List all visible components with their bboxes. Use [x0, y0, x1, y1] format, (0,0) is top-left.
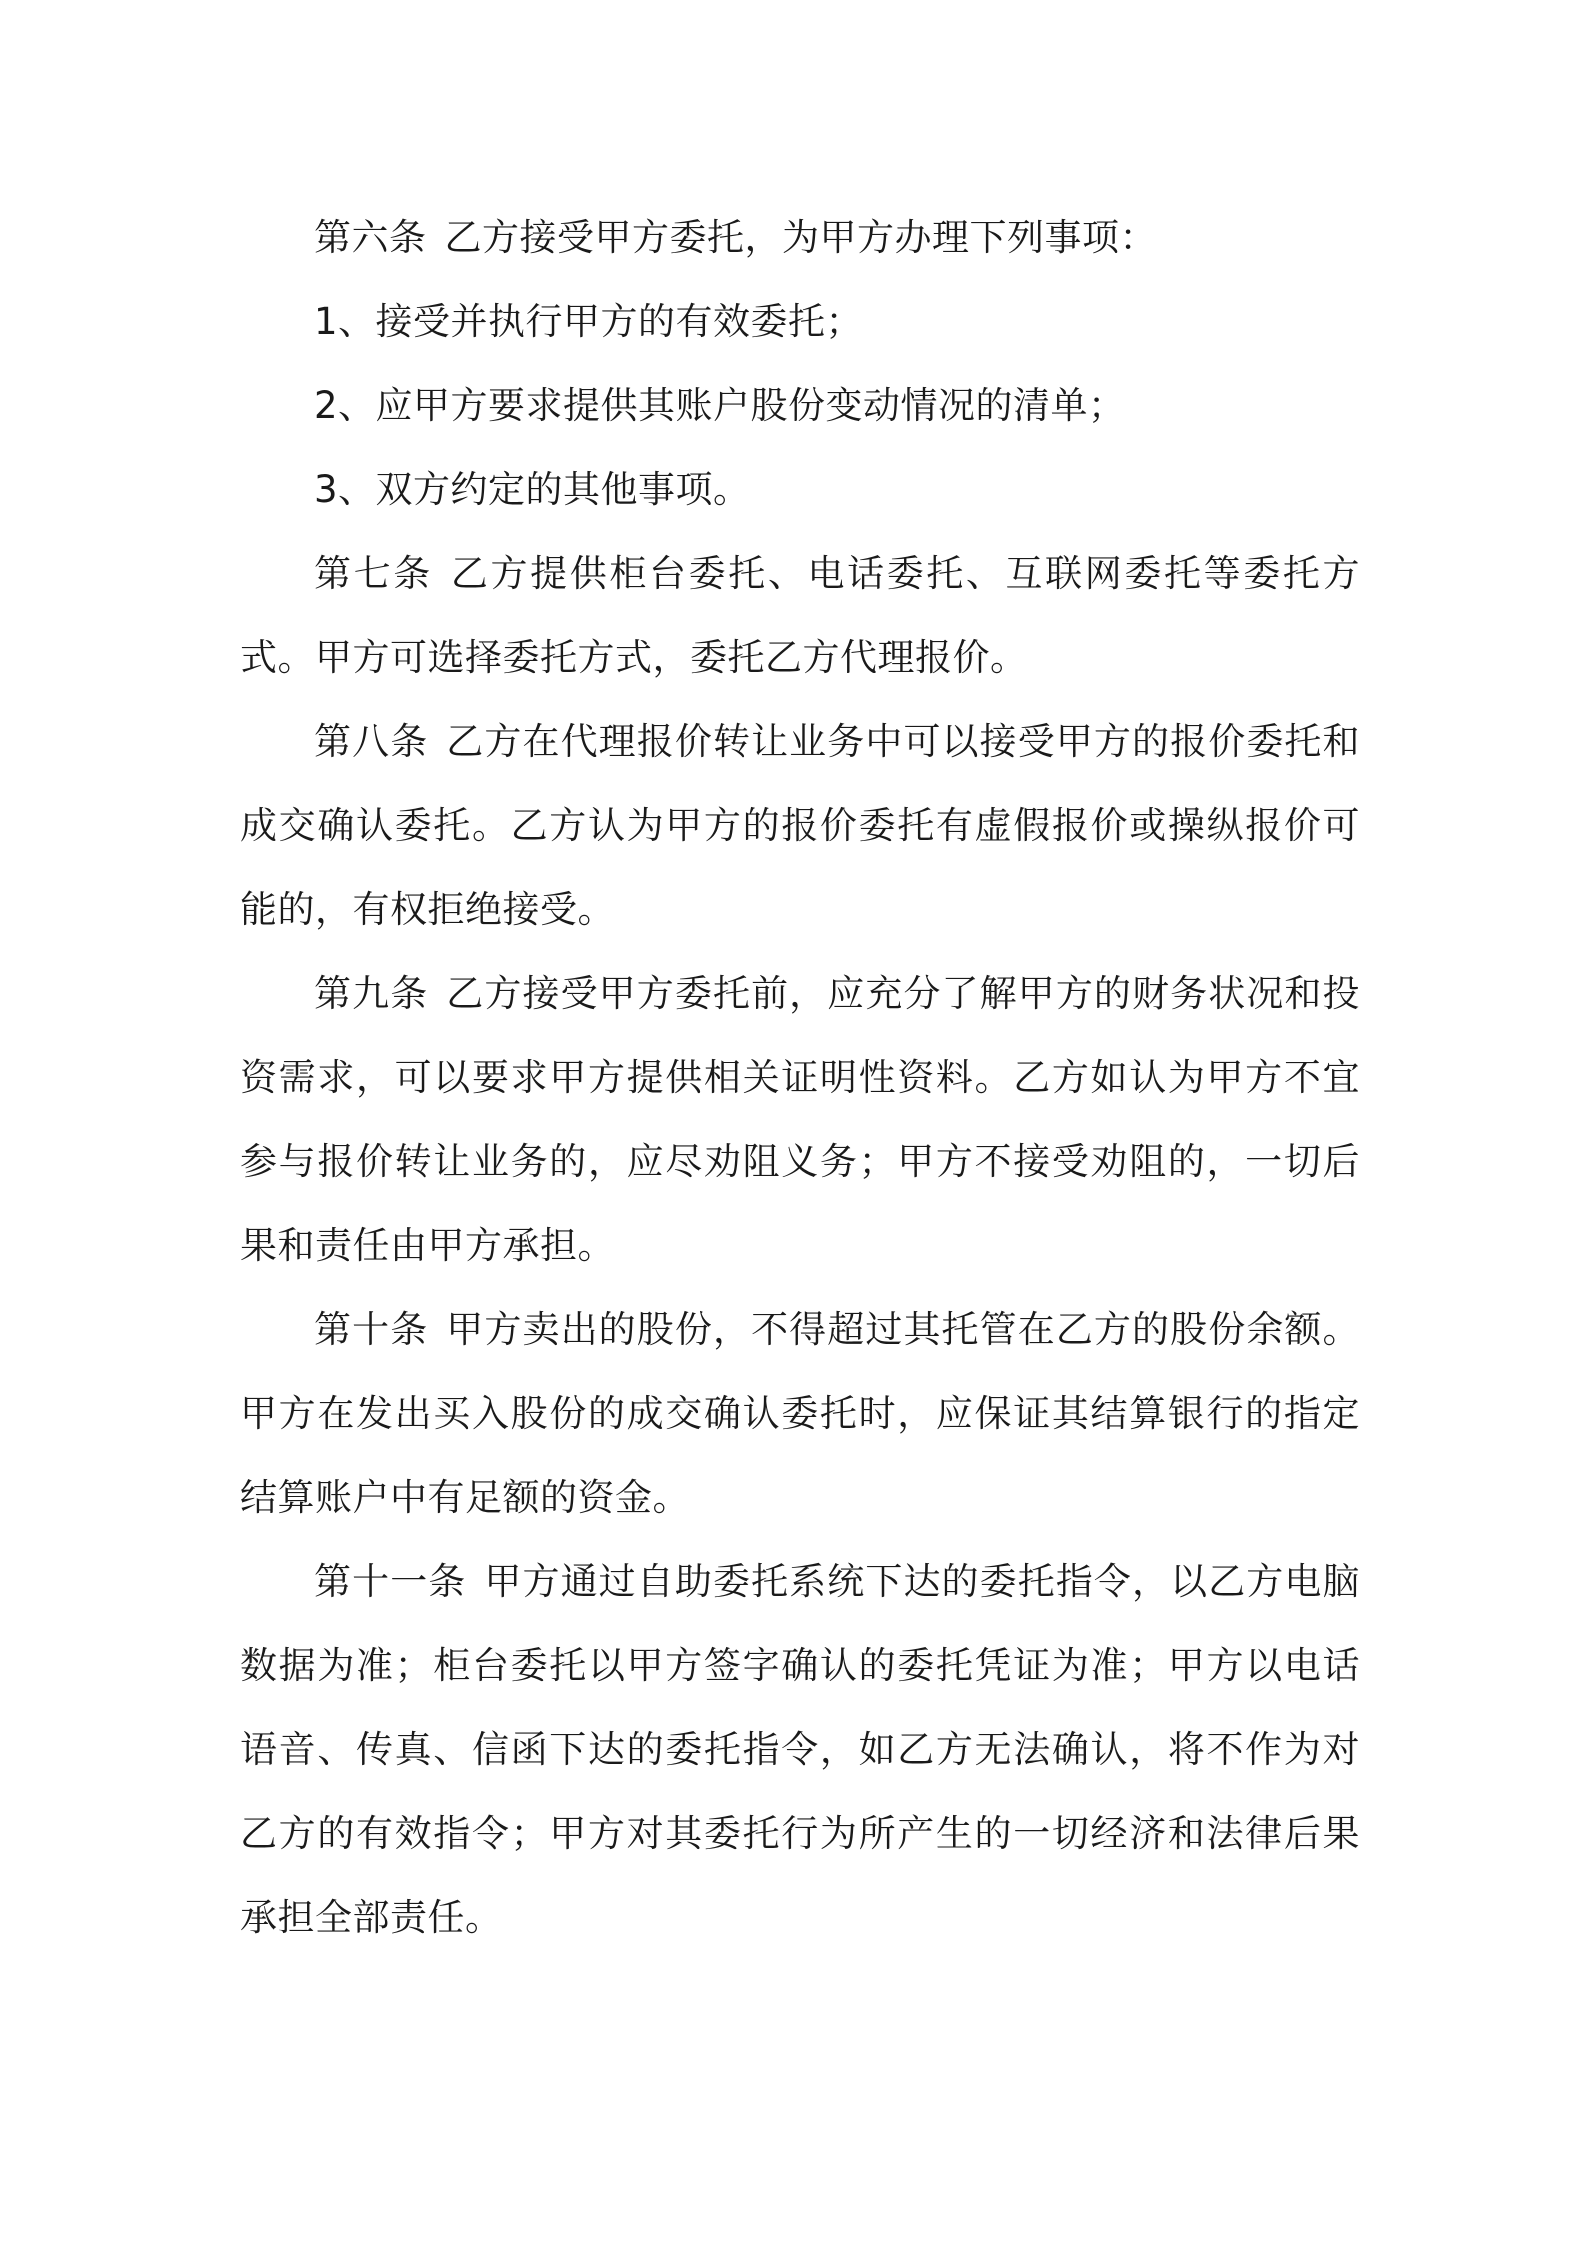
article-6 [240, 196, 1360, 280]
article-label: 第八条 [314, 720, 429, 763]
list-item-3 [240, 448, 1360, 532]
article-9 [240, 952, 1360, 1288]
article-text: 乙方接受甲方委托前，应充分了解甲方的财务状况和投资需求，可以要求甲方提供相关证明性资料。乙方如认为甲方不宜参与报价转让业务的，应尽劝阻义务；甲方不接受劝阻的，一切后果和责任由甲方承担。 [240, 972, 1361, 1267]
list-item-text: 2、应甲方要求提供其账户股份变动情况的清单； [314, 384, 1126, 427]
list-item-1 [240, 280, 1360, 364]
article-8 [240, 700, 1360, 952]
list-item-text: 1、接受并执行甲方的有效委托； [314, 300, 864, 343]
article-11 [240, 1540, 1360, 1960]
article-label: 第七条 [314, 552, 433, 595]
article-label: 第九条 [314, 972, 429, 1015]
article-label: 第六条 [314, 216, 427, 259]
article-text: 甲方卖出的股份，不得超过其托管在乙方的股份余额。甲方在发出买入股份的成交确认委托时，应保证其结算银行的指定结算账户中有足额的资金。 [240, 1308, 1361, 1519]
article-label: 第十一条 [314, 1560, 467, 1603]
article-text: 甲方通过自助委托系统下达的委托指令，以乙方电脑数据为准；柜台委托以甲方签字确认的委托凭证为准；甲方以电话语音、传真、信函下达的委托指令，如乙方无法确认，将不作为对乙方的有效指令；甲方对其委托行为所产生的一切经济和法律后果承担全部责任。 [240, 1560, 1361, 1939]
list-item-text: 3、双方约定的其他事项。 [314, 468, 751, 511]
article-text: 乙方在代理报价转让业务中可以接受甲方的报价委托和成交确认委托。乙方认为甲方的报价委托有虚假报价或操纵报价可能的，有权拒绝接受。 [240, 720, 1361, 931]
article-10 [240, 1288, 1360, 1540]
document-body [240, 196, 1360, 1960]
list-item-2 [240, 364, 1360, 448]
article-text: 乙方接受甲方委托，为甲方办理下列事项： [444, 216, 1157, 259]
article-text: 乙方提供柜台委托、电话委托、互联网委托等委托方式。甲方可选择委托方式，委托乙方代理报价。 [240, 552, 1361, 679]
article-7 [240, 532, 1360, 700]
article-label: 第十条 [314, 1308, 429, 1351]
